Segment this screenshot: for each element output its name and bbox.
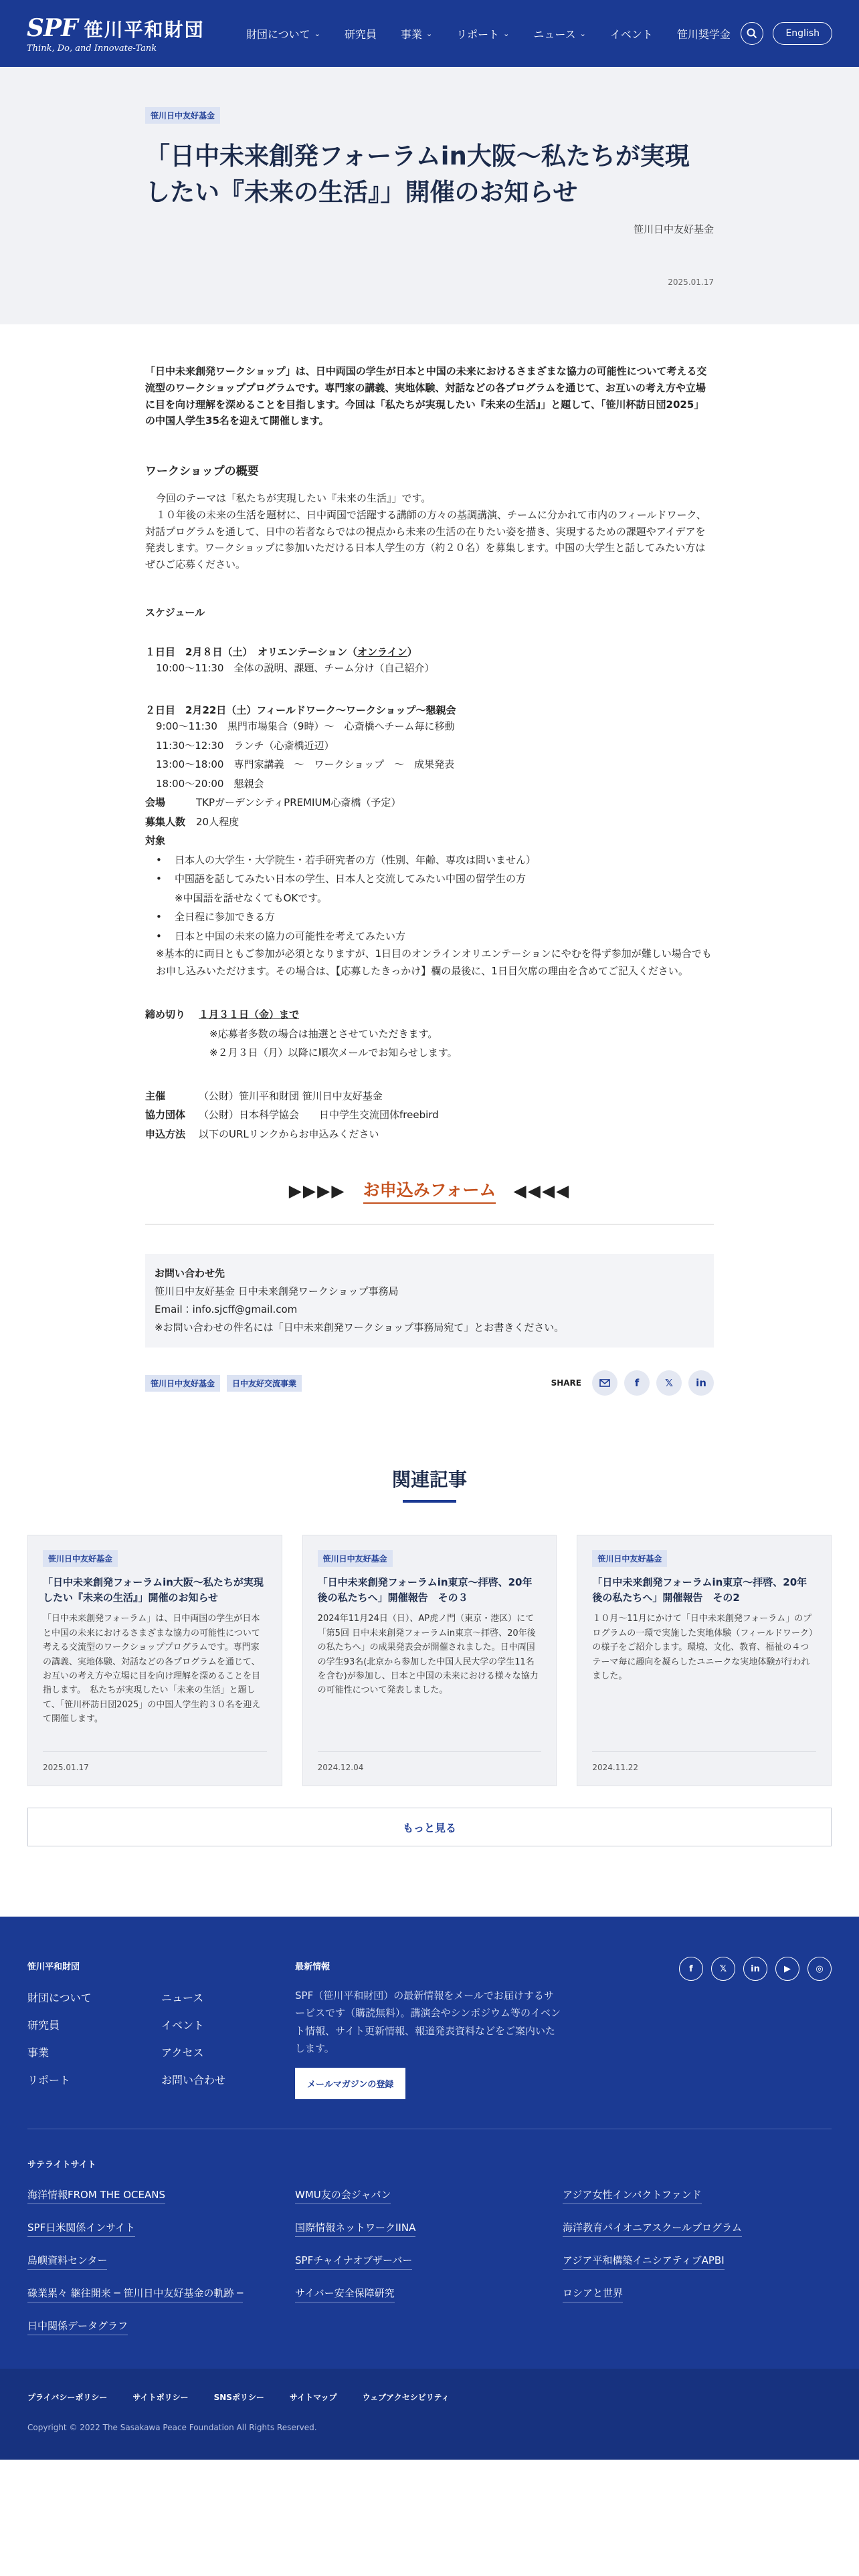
share-bar xyxy=(551,1370,714,1396)
footer-nav xyxy=(27,1959,295,2099)
schedule-item: 9:00〜11:30 黒門市場集合（9時）〜 心斎橋へチーム毎に移動 xyxy=(156,720,455,733)
footer-link[interactable]: 事業 xyxy=(27,2046,50,2059)
logo-spf: SPF xyxy=(27,13,78,42)
day1-title: １日目 2月８日（土） オリエンテーション（ xyxy=(145,645,358,658)
share-label: SHARE xyxy=(551,1378,581,1388)
target-note: ※基本的に両日ともご参加が必須となりますが、1日目のオンラインオリエンテーションにやむを得ず参加が難しい場合でもお申し込みいただけます。その場合は、【応募したきっかけ】欄の最後に、1日目欠席の理由を含めてご記入ください。 xyxy=(156,948,712,977)
contact-email[interactable]: Email：info.sjcff@gmail.com xyxy=(155,1303,298,1316)
day2-heading: ２日目 2月22日（土）フィールドワーク〜ワークショップ〜懇親会 xyxy=(145,704,456,717)
search-icon xyxy=(747,28,757,39)
satellite-link[interactable]: アジア女性インパクトファンド xyxy=(563,2187,702,2204)
tags-and-share xyxy=(145,1370,714,1396)
online-link[interactable]: オンライン xyxy=(357,645,407,658)
social-links xyxy=(679,1957,832,1981)
capacity-label: 募集人数 xyxy=(145,815,186,828)
schedule-heading: スケジュール xyxy=(145,606,205,619)
article-body xyxy=(0,324,859,1396)
category-badge[interactable]: 笹川日中友好基金 xyxy=(145,107,220,124)
linkedin-icon[interactable]: in xyxy=(743,1957,767,1981)
nav-researchers[interactable] xyxy=(345,26,377,41)
satellite-link[interactable]: 海洋教育パイオニアスクールプログラム xyxy=(563,2220,742,2237)
chevron-down-icon: ⌄ xyxy=(425,29,433,38)
nav-label: 事業 xyxy=(400,27,422,41)
schedule-item: 11:30〜12:30 ランチ（心斎橋近辺） xyxy=(156,739,335,752)
satellite-links xyxy=(27,2187,832,2335)
linkedin-icon[interactable]: in xyxy=(688,1370,714,1396)
footer-bottom xyxy=(0,2369,859,2460)
site-header xyxy=(0,0,859,67)
newsletter xyxy=(295,1959,563,2099)
satellite-link[interactable]: 島嶼資料センター xyxy=(27,2253,107,2270)
contact-box xyxy=(145,1254,714,1348)
chevron-down-icon: ⌄ xyxy=(579,29,586,38)
organizer-label: 主催 xyxy=(145,1089,166,1102)
card-excerpt: 2024年11月24日（日）、AP虎ノ門（東京・港区）にて「第5回 日中未来創発フォーラムin東京〜拝啓、20年後の私たちへ」の成果発表会が開催されました。日中両国の学生93名(北京から参加した中国人民大学の学生11名を含む)が参加し、日本と中国の未来における様々な協力の可能性について発表しました。 xyxy=(317,1614,539,1696)
legal-link[interactable]: サイトマップ xyxy=(289,2393,337,2402)
footer-link[interactable]: 財団について xyxy=(27,1992,92,2004)
capacity-row xyxy=(145,813,714,832)
footer-heading: 笹川平和財団 xyxy=(27,1962,80,1972)
satellite-link[interactable]: ロシアと世界 xyxy=(563,2286,623,2302)
nav-label: イベント xyxy=(609,27,653,41)
overview-paragraph xyxy=(145,507,714,573)
venue-label: 会場 xyxy=(145,796,166,809)
article-header xyxy=(0,67,859,324)
satellite-link[interactable]: 海洋情報FROM THE OCEANS xyxy=(27,2187,165,2204)
related-articles xyxy=(0,1396,859,1846)
venue-value: TKPガーデンシティPREMIUM心斎橋（予定） xyxy=(196,796,401,809)
satellite-link[interactable]: 日中関係データグラフ xyxy=(27,2319,128,2335)
cooperation-row xyxy=(145,1105,714,1125)
deadline-note: ※応募者多数の場合は抽選とさせていただきます。 xyxy=(209,1027,438,1040)
satellite-link[interactable]: SPF日米関係インサイト xyxy=(27,2220,135,2237)
legal-link[interactable]: SNSポリシー xyxy=(213,2393,264,2402)
logo-name: 笹川平和財団 xyxy=(84,18,205,41)
newsletter-description: SPF（笹川平和財団）の最新情報をメールでお届けするサービスです（購読無料）。講演会やシンポジウム等のイベント情報、サイト更新情報、報道発表資料などをご案内いたします。 xyxy=(295,1990,561,2054)
more-button[interactable]: もっと見る xyxy=(27,1808,832,1846)
related-cards xyxy=(27,1535,832,1786)
facebook-icon[interactable]: f xyxy=(679,1957,703,1981)
newsletter-heading: 最新情報 xyxy=(295,1962,330,1972)
nav-about[interactable] xyxy=(246,26,320,41)
list-item xyxy=(145,907,714,927)
contact-heading: お問い合わせ先 xyxy=(155,1267,225,1280)
satellite-link[interactable]: WMU友の会ジャパン xyxy=(295,2187,391,2204)
deadline-label: 締め切り xyxy=(145,1008,186,1021)
page-title: 「日中未来創発フォーラムin大阪〜私たちが実現したい『未来の生活』」開催のお知らせ xyxy=(145,142,690,207)
related-heading: 関連記事 xyxy=(391,1469,467,1491)
nav-label: ニュース xyxy=(533,27,576,41)
card-date: 2024.12.04 xyxy=(318,1751,542,1786)
apply-method-value: 以下のURLリンクからお申込みください xyxy=(199,1128,379,1140)
overview-paragraph: 今回のテーマは「私たちが実現したい『未来の生活』」です。 xyxy=(156,492,432,504)
card-title: 「日中未来創発フォーラムin東京〜拝啓、20年後の私たちへ」開催報告 その2 xyxy=(592,1576,807,1604)
language-button[interactable]: English xyxy=(773,22,832,45)
bullet-dot: • xyxy=(156,911,162,924)
nav-scholarship[interactable] xyxy=(677,26,731,41)
deadline-row xyxy=(145,1005,714,1025)
copyright: Copyright © 2022 The Sasakawa Peace Foundation All Rights Reserved. xyxy=(27,2423,317,2432)
heading-underline xyxy=(403,1500,456,1503)
footer-link[interactable]: ニュース xyxy=(161,1992,204,2004)
target-note: ※中国語を話せなくてもOKです。 xyxy=(175,891,328,904)
footer-link[interactable]: イベント xyxy=(161,2019,205,2032)
category-badge: 笹川日中友好基金 xyxy=(318,1550,393,1567)
overview-heading: ワークショップの概要 xyxy=(145,465,259,478)
list-item-text: 日本と中国の未来の協力の可能性を考えてみたい方 xyxy=(175,930,406,942)
footer-link[interactable]: お問い合わせ xyxy=(161,2074,226,2086)
day1-heading xyxy=(145,645,714,659)
cooperation-value: （公財）日本科学協会 日中学生交流団体freebird xyxy=(199,1109,439,1121)
card-excerpt: １０月〜11月にかけて「日中未来創発フォーラム」のプログラムの一環で実施した実地体験（フィールドワーク）の様子をご紹介します。環境、文化、教育、福祉の４つテーマ毎に趣向を凝らしたユニークな実地体験が行われました。 xyxy=(592,1614,814,1681)
nav-label: 財団について xyxy=(246,27,310,41)
facebook-icon[interactable]: f xyxy=(624,1370,650,1396)
legal-links xyxy=(27,2391,832,2403)
satellite-link[interactable]: サイバー安全保障研究 xyxy=(295,2286,395,2302)
list-item xyxy=(145,851,714,870)
list-item-text: 全日程に参加できる方 xyxy=(175,911,276,924)
satellite-link[interactable]: 碌業累々 継往開来 ─ 笹川日中友好基金の軌跡 ─ xyxy=(27,2286,243,2302)
deadline-value: １月３１日（金）まで xyxy=(199,1008,300,1021)
footer-link[interactable]: アクセス xyxy=(161,2046,204,2059)
nav-events[interactable] xyxy=(610,26,653,41)
apply-section xyxy=(145,1177,714,1204)
main-nav xyxy=(246,26,731,41)
day1-close: ） xyxy=(407,645,417,658)
article-date: 2025.01.17 xyxy=(668,278,714,288)
related-card[interactable] xyxy=(302,1535,557,1786)
newsletter-button[interactable]: メールマガジンの登録 xyxy=(295,2068,405,2099)
footer-link[interactable]: リポート xyxy=(27,2074,71,2086)
article-lead: 「日中未来創発ワークショップ」は、日中両国の学生が日本と中国の未来におけるさまざまな協力の可能性について考える交流型のワークショッププログラムです。専門家の講義、実地体験、対話などの各プログラムを通じて、お互いの考え方や立場に目を向け理解を深めることを目指します。今回は「私たちが実現したい『未来の生活』」と題して、「笹川杯訪日団2025」の中国人学生35名を迎えて開催します。 xyxy=(145,365,707,427)
card-excerpt: 「日中未来創発フォーラム」は、日中両国の学生が日本と中国の未来におけるさまざまな協力の可能性について考える交流型のワークショッププログラムです。専門家の講義、実地体験、対話などの各プログラムを通じて、お互いの考え方や立場に目を向け理解を深めることを目指します。 私たちが実現したい「未来の生活」と題して、「笹川杯訪日団2025」の中国人学生約３０名を迎えて開催します。 xyxy=(43,1614,261,1725)
satellite-link[interactable]: 国際情報ネットワークIINA xyxy=(295,2220,415,2237)
list-item xyxy=(145,927,714,946)
organizer-row xyxy=(145,1087,714,1106)
search-button[interactable] xyxy=(741,22,763,45)
nav-reports[interactable] xyxy=(456,26,509,41)
bullet-dot: • xyxy=(156,853,162,866)
arrow-left-icon: ◀◀◀◀ xyxy=(513,1180,571,1200)
legal-link[interactable]: プライバシーポリシー xyxy=(27,2393,108,2402)
category-badge: 笹川日中友好基金 xyxy=(592,1550,667,1567)
list-item-text: 日本人の大学生・大学院生・若手研究者の方（性別、年齢、専攻は問いません） xyxy=(175,853,537,866)
apply-method-label: 申込方法 xyxy=(145,1128,186,1140)
site-footer xyxy=(0,1917,859,2460)
youtube-icon[interactable]: ▶ xyxy=(775,1957,799,1981)
deadline-note: ※２月３日（月）以降に順次メールでお知らせします。 xyxy=(209,1047,458,1059)
nav-label: リポート xyxy=(456,27,500,41)
x-icon[interactable]: 𝕏 xyxy=(656,1370,682,1396)
card-date: 2024.11.22 xyxy=(592,1751,816,1786)
apply-method-row xyxy=(145,1125,714,1144)
nav-label: 研究員 xyxy=(344,27,377,41)
nav-news[interactable] xyxy=(533,26,585,41)
arrow-right-icon: ▶▶▶▶ xyxy=(288,1180,346,1200)
contact-note: ※お問い合わせの件名には「日中未来創発ワークショップ事務局宛て」とお書きください。 xyxy=(155,1321,565,1334)
target-label: 対象 xyxy=(145,835,166,847)
mail-icon[interactable] xyxy=(592,1370,617,1396)
card-title: 「日中未来創発フォーラムin東京〜拝啓、20年後の私たちへ」開催報告 その３ xyxy=(317,1576,533,1604)
target-row xyxy=(145,831,714,851)
instagram-icon[interactable]: ◎ xyxy=(807,1957,832,1981)
card-date: 2025.01.17 xyxy=(43,1751,267,1786)
footer-link[interactable]: 研究員 xyxy=(27,2019,60,2032)
schedule-item: 13:00〜18:00 専門家講義 〜 ワークショップ 〜 成果発表 xyxy=(156,758,455,771)
bullet-dot: • xyxy=(156,873,162,885)
nav-label: 笹川奨学金 xyxy=(676,27,731,41)
legal-link[interactable]: サイトポリシー xyxy=(132,2393,189,2402)
organizer-block xyxy=(145,1087,714,1144)
logo-tagline: Think, Do, and Innovate-Tank xyxy=(27,43,157,53)
header-tools xyxy=(741,22,832,45)
chevron-down-icon: ⌄ xyxy=(503,29,510,38)
nav-projects[interactable] xyxy=(401,26,432,41)
venue-row xyxy=(145,793,714,813)
schedule-item: 18:00〜20:00 懇親会 xyxy=(156,777,264,790)
category-badge: 笹川日中友好基金 xyxy=(43,1550,118,1567)
satellite-link[interactable]: SPFチャイナオブザーバー xyxy=(295,2253,412,2270)
tag-link[interactable]: 日中友好交流事業 xyxy=(227,1375,302,1392)
capacity-value: 20人程度 xyxy=(196,815,240,828)
satellite-link[interactable]: アジア平和構築イニシアティブAPBI xyxy=(563,2253,725,2270)
chevron-down-icon: ⌄ xyxy=(314,29,320,38)
apply-form-link[interactable]: お申込みフォーム xyxy=(363,1177,496,1204)
site-logo[interactable] xyxy=(27,14,227,53)
satellite-heading: サテライトサイト xyxy=(27,2160,96,2170)
legal-link[interactable]: ウェブアクセシビリティ xyxy=(362,2393,450,2402)
organizer-value: （公財）笹川平和財団 笹川日中友好基金 xyxy=(199,1089,383,1102)
overview-text: １０年後の未来の生活を題材に、日中両国で活躍する講師の方々の基調講演、チームに分かれて市内のフィールドワーク、対話プログラムを通して、日中の若者ならではの視点から未来の生活の在りたい姿を描き、実現するための課題やアイデアを発表します。ワークショップに参加いただける日本人学生の方（約２０名）を募集します。中国の大学生と話してみたい方はぜひご応募ください。 xyxy=(145,508,706,570)
related-card[interactable] xyxy=(27,1535,282,1786)
list-item-text: 中国語を話してみたい日本の学生、日本人と交流してみたい中国の留学生の方 xyxy=(175,873,527,885)
contact-org: 笹川日中友好基金 日中未来創発ワークショップ事務局 xyxy=(155,1285,399,1298)
cooperation-label: 協力団体 xyxy=(145,1109,186,1121)
tag-link[interactable]: 笹川日中友好基金 xyxy=(145,1375,220,1392)
article-author: 笹川日中友好基金 xyxy=(633,223,714,236)
schedule-item: 10:00〜11:30 全体の説明、課題、チーム分け（自己紹介） xyxy=(156,661,435,674)
bullet-dot: • xyxy=(156,930,162,942)
list-item xyxy=(145,869,714,889)
related-card[interactable] xyxy=(577,1535,832,1786)
card-title: 「日中未来創発フォーラムin大阪〜私たちが実現したい『未来の生活』」開催のお知らせ xyxy=(43,1576,264,1604)
x-icon[interactable]: 𝕏 xyxy=(711,1957,735,1981)
